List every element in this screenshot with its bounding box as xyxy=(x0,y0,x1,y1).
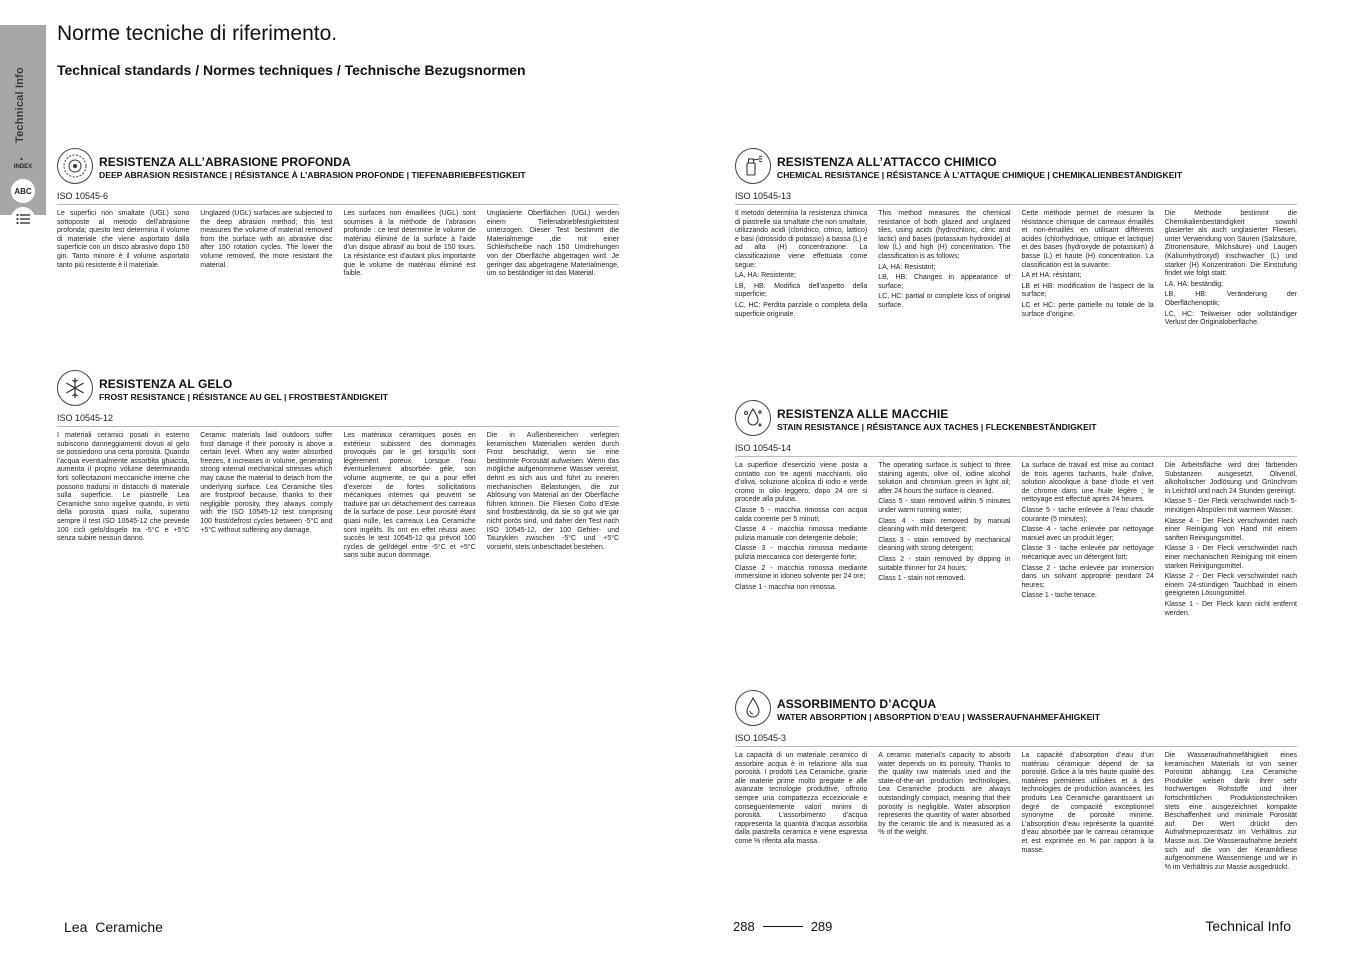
section-abrasion xyxy=(57,148,619,281)
text-column-de: Unglasierte Oberflächen (UGL) werden einem Tiefenabriebfestigkeitstest unterzogen. Dieser Test bestimmt die Materialmenge ,die mit einer Schleifscheibe nach 150 Umdrehungen von der Oberfläche abgetragen wird. Je geringer das abgetragene Materialmenge, um so beständiger ist das Material. xyxy=(486,210,619,278)
stain-drop-icon xyxy=(735,400,771,436)
text-column-fr: La surface de travail est mise au contact de trois agents tachants, huile d’olive, solution alcoolique à base d’iode et vert de chrome dans une huile légère ; le nettoyage est effectué après 24 heures. Classe 5 - tache enlevée à l’eau chaude courante (5 minutes); Classe 4 - tache enlevée par nettoyage manuel avec un produit léger; Classe 3 - tache enlevée par nettoyage mécanique avec un détergent fort; Classe 2 - tache enlevée par immersion dans un solvant approprié pendant 24 heures; Classe 1 - tache tenace. xyxy=(1021,462,1154,600)
section-subtitle: CHEMICAL RESISTANCE | RÉSISTANCE À L’ATTAQUE CHIMIQUE | CHEMIKALIENBESTÄNDIGKEIT xyxy=(777,170,1183,180)
text-column-de: Die Methode bestimmt die Chemikalienbeständigkeit sowohl glasierter als auch unglasierter Fliesen, unter Verwendung von Säuren (Salzsäure, Zitronensäure, Milchsäure) und Laugen (Kaliumhydroxyd) inschwacher (L) und starker (H) Konzentration. Die Einstufung findet wie folgt statt: LA, HA: beständig; LB, HB: Veränderung der Oberflächenoptik; LC, HC: Teilweiser oder vollständiger Verlust der Originaloberfläche. xyxy=(1164,210,1297,327)
text-column-fr: Les surfaces non émaillées (UGL) sont soumises à la méthode de l’abrasion profonde : ce test détermine le volume de matériau éliminé de la surface à l’aide d’un disque abrasif au bout de 150 tours. La résistance est d’autant plus importante que le volume de matériau éliminé est faible. xyxy=(343,210,476,278)
text-column-en: This method measures the chemical resistance of both glazed and unglazed tiles, using acids (hydrochloric, citric and lactic) and bases (potassium hydroxide) at low (L) and high (H) concentration. The classification is as follows; LA, HA: Resistant; LB, HB: Changes in appearance of surface; LC, HC: partial or complete loss of original surface. xyxy=(878,210,1011,309)
index-label[interactable]: INDEX xyxy=(13,164,33,170)
text-column-it: I materiali ceramici posati in esterno subiscono danneggiamenti dovuti al gelo se possiedono una certa porosità. Quando l’acqua eventualmente assorbita ghiaccia, aumenta il proprio volume determinando forti sollecitazioni meccaniche interne che possono tradursi in distacchi di materiale sulla superficie. Le piastrelle Lea Ceramiche sono ingelive quando, in virtù della porosità quasi nulla, superano sempre il test ISO 10545-12 che prevede 100 cicli gelo/disgelo tra -5°C e +5°C senza subire nessun danno. xyxy=(57,432,190,543)
page-numbers xyxy=(733,919,832,934)
text-column-it: La superficie d’esercizio viene posta a contatto con tre agenti macchianti, olio d’oliva, soluzione alcolica di iodio e verde cromo in olio leggero; dopo 24 ore si procede alla pulizia. Classe 5 - macchia rimossa con acqua calda corrente per 5 minuti; Classe 4 - macchia rimossa mediante pulizia manuale con detergente debole; Classe 3 - macchia rimossa mediante pulizia meccanica con detergente forte; Classe 2 - macchia rimossa mediante immersione in idoneo solvente per 24 ore; Classe 1 - macchia non rimossa. xyxy=(735,462,868,591)
text-column-en: Unglazed (UGL) surfaces are subjected to the deep abrasion method; this test measures the volume of material removed from the surface with an abrasive disc after 150 rotation cycles. The lower the volume removed, the more resistant the material. xyxy=(200,210,333,269)
text-column-it: Le superfici non smaltate (UGL) sono sottoposte al metodo dell’abrasione profonda; questo test determina il volume di materiale che viene asportato dalla superficie con un disco abrasivo dopo 150 giri. Tanto minore è il volume asportato tanto più resistente è il materiale. xyxy=(57,210,190,269)
text-column-it: La capacità di un materiale ceramico di assorbire acqua è in relazione alla sua porosità. I prodotti Lea Ceramiche, grazie alle materie prime molto pregiate e alle avanzate tecnologie produttive, offrono sempre una compattezza eccezionale e conseguentemente valori minimi di porosità. L’assorbimento d’acqua rappresenta la quantità d’acqua assorbita dalla piastrella ceramica e viene espressa come % riferita alla massa. xyxy=(735,752,868,845)
text-column-fr: Les matériaux céramiques posés en extérieur subissent des dommages provoqués par le gel lorsqu’ils sont légèrement poreux. Lorsque l’eau éventuellement absorbée gèle, son volume augmente, ce qui a pour effet d’exercer de fortes sollicitations mécaniques internes qui peuvent se traduire par un détachement des carreaux de la surface de pose. Leur porosité étant quasi nulle, les carreaux Lea Ceramiche sont ingélifs. Ils ont en effet réussi avec succès le test 10545-12 qui prévoit 100 cycles de gel/dégel entre -5°C et +5°C sans subir aucun dommage. xyxy=(343,432,476,560)
section-norm: ISO 10545-14 xyxy=(735,443,1297,457)
section-norm: ISO 10545-13 xyxy=(735,191,1297,205)
text-column-fr: La capacité d’absorption d’eau d’un matériau céramique dépend de sa porosité. Grâce à la très haute qualité des matières premières utilisées et à des technologies de production avancées, les produits Lea Ceramiche garantissent un degré de compacité exceptionnel synonyme de porosité minime. L’absorption d’eau représente la quantité d’eau absorbée par le carreau céramique et est exprimée en % par rapport à la masse. xyxy=(1021,752,1154,854)
text-column-en: A ceramic material’s capacity to absorb water depends on its porosity. Thanks to the quality raw materials used and the state-of-the-art production technologies, Lea Ceramiche products are always outstandingly compact, meaning that their porosity is negligible. Water absorption represents the quantity of water absorbed by the ceramic tile and is measured as a % of the weight. xyxy=(878,752,1011,837)
water-drop-icon xyxy=(735,690,771,726)
abc-label: ABC xyxy=(14,186,32,196)
text-column-en: Ceramic materials laid outdoors suffer frost damage if their porosity is above a certain level. When any water absorbed freezes, it increases in volume, generating strong internal mechanical stresses which may cause the material to detach from the underlying surface. Lea Ceramiche tiles are frostproof because, thanks to their negligible porosity, they always comply with the ISO 10545-12 test comprising 100 frost/defrost cycles between -5°C and +5°C without suffering any damage. xyxy=(200,432,333,534)
text-column-de: Die in Außenbereichen verlegten keramischen Materialien werden durch Frost beschädigt, wenn sie eine bestimmte Porosität aufweisen. Wenn das mögliche aufgenommene Wasser vereist, dehnt es sich aus und führt zu inneren mechanischen Belastungen, die zur Ablösung von Material an der Oberfläche führen können. Die Fliesen Cotto d’Este sind frostbeständig, da sie so gut wie gar nicht porös sind, und daher den Test nach ISO 10545-12, der 100 Gefrier- und Tauzyklen zwischen -5°C und +5°C vorsieht, stets unbeschadet bestehen. xyxy=(486,432,619,551)
brand-name: Lea Ceramiche xyxy=(64,919,163,935)
abc-index-button[interactable] xyxy=(11,179,35,203)
section-title: ASSORBIMENTO D’ACQUA xyxy=(777,697,937,711)
text-column-de: Die Wasseraufnahmefähigkeit eines keramischen Materials ist von seiner Porosität abhängig. Lea Ceramiche Produkte weisen dank ihrer sehr hochwertigen Rohstoffe und ihrer fortschrittlichen Produktionstechniken stets eine ausgezeichnet kompakte Beschaffenheit und minimale Porosität auf. Der Wert drückt den Aufnahmeprozentsatz im Verhältnis zur Masse aus. Die Wasseraufnahme bezieht sich auf die von der Keramikfliese aufgenommene Wassermenge und wir in % im Verhältnis zur Masse ausgedrückt. xyxy=(1164,752,1297,871)
section-chemical xyxy=(735,148,1297,330)
section-subtitle: STAIN RESISTANCE | RÉSISTANCE AUX TACHES | FLECKENBESTÄNDIGKEIT xyxy=(777,422,1097,432)
section-norm: ISO 10545-12 xyxy=(57,413,619,427)
page-number-right: 289 xyxy=(810,919,833,934)
snowflake-icon xyxy=(57,370,93,406)
section-title: RESISTENZA AL GELO xyxy=(99,377,233,391)
footer-section-label: Technical Info xyxy=(1205,918,1291,934)
section-frost xyxy=(57,370,619,563)
section-subtitle: WATER ABSORPTION | ABSORPTION D’EAU | WASSERAUFNAHMEFÄHIGKEIT xyxy=(777,712,1100,722)
section-norm: ISO 10545-6 xyxy=(57,191,619,205)
section-title: RESISTENZA ALLE MACCHIE xyxy=(777,407,949,421)
abrasion-disc-icon xyxy=(57,148,93,184)
text-column-fr: Cette méthode permet de mesurer la résistance chimique de carreaux émaillés et non-émaillés en utilisant différents acides (chlorhydrique, citrique et lactique) et des bases (hydroxyde de potassium) à basse (L) et haute (H) concentration. La classification est la suivante: LA et HA: résistant; LB et HB: modification de l’aspect de la surface; LC et HC: perte partielle ou totale de la surface d’origine. xyxy=(1021,210,1154,318)
sidebar-tab xyxy=(0,25,46,215)
section-title: RESISTENZA ALL’ABRASIONE PROFONDA xyxy=(99,155,351,169)
section-water xyxy=(735,690,1297,874)
list-icon xyxy=(16,213,30,225)
text-column-de: Die Arbeitsfläche wird drei färbenden Substanzen ausgesetzt, Olivenöl, alkoholischer Jodlösung und Grünchrom in Leichtöl und nach 24 Stunden gereinigt. Klasse 5 - Der Fleck verschwindet nach 5-minütigen Abspülen mit warmem Wasser. Klasse 4 - Der Fleck verschwindet nach einer Reinigung von Hand mit einem sanften Reinigungsmittel. Klasse 3 - Der Fleck verschwindet nach einer mechanischen Reinigung mit einem starken Reinigungsmittel. Klasse 2 - Der Fleck verschwindet nach einem 24-stündigen Tauchbad in einem geeigneten Lösungsmittel. Klasse 1 - Der Fleck kann nicht entfernt werden. xyxy=(1164,462,1297,617)
section-stain xyxy=(735,400,1297,620)
list-index-button[interactable] xyxy=(11,207,35,231)
page-number-left: 288 xyxy=(733,919,755,934)
section-title: RESISTENZA ALL’ATTACCO CHIMICO xyxy=(777,155,997,169)
sidebar-tab-label: Technical Info xyxy=(14,67,26,143)
page-subtitle: Technical standards / Normes techniques / Technische Bezugsnormen xyxy=(57,62,526,78)
page-title: Norme tecniche di riferimento. xyxy=(57,22,338,45)
page-divider xyxy=(763,926,803,927)
triangle-up-icon: ▲ xyxy=(19,156,24,162)
spray-bottle-icon xyxy=(735,148,771,184)
section-subtitle: FROST RESISTANCE | RÉSISTANCE AU GEL | FROSTBESTÄNDIGKEIT xyxy=(99,392,389,402)
section-subtitle: DEEP ABRASION RESISTANCE | RÉSISTANCE À L’ABRASION PROFONDE | TIEFENABRIEBFESTIGKEIT xyxy=(99,170,526,180)
text-column-en: The operating surface is subject to three staining agents, olive oil, iodine alcohol solution and chromium green in light oil; after 24 hours the surface is cleaned. Class 5 - stain removed within 5 minutes under warm running water; Class 4 - stain removed by manual cleaning with mild detergent; Class 3 - stain removed by mechanical cleaning with strong detergent; Class 2 - stain removed by dipping in suitable thinner for 24 hours; Class 1 - stain not removed. xyxy=(878,462,1011,583)
text-column-it: Il metodo determina la resistenza chimica di piastrelle sia smaltate che non smaltate, utilizzando acidi (cloridrico, citrico, lattico) e basi (idrossido di potassio) a bassa (L) e ad alta (H) concentrazione. La classificazione viene effettuata come segue: LA, HA: Resistente; LB, HB: Modifica dell’aspetto della superficie; LC, HC: Perdita parziale o completa della superficie originale. xyxy=(735,210,868,318)
section-norm: ISO 10545-3 xyxy=(735,733,1297,747)
